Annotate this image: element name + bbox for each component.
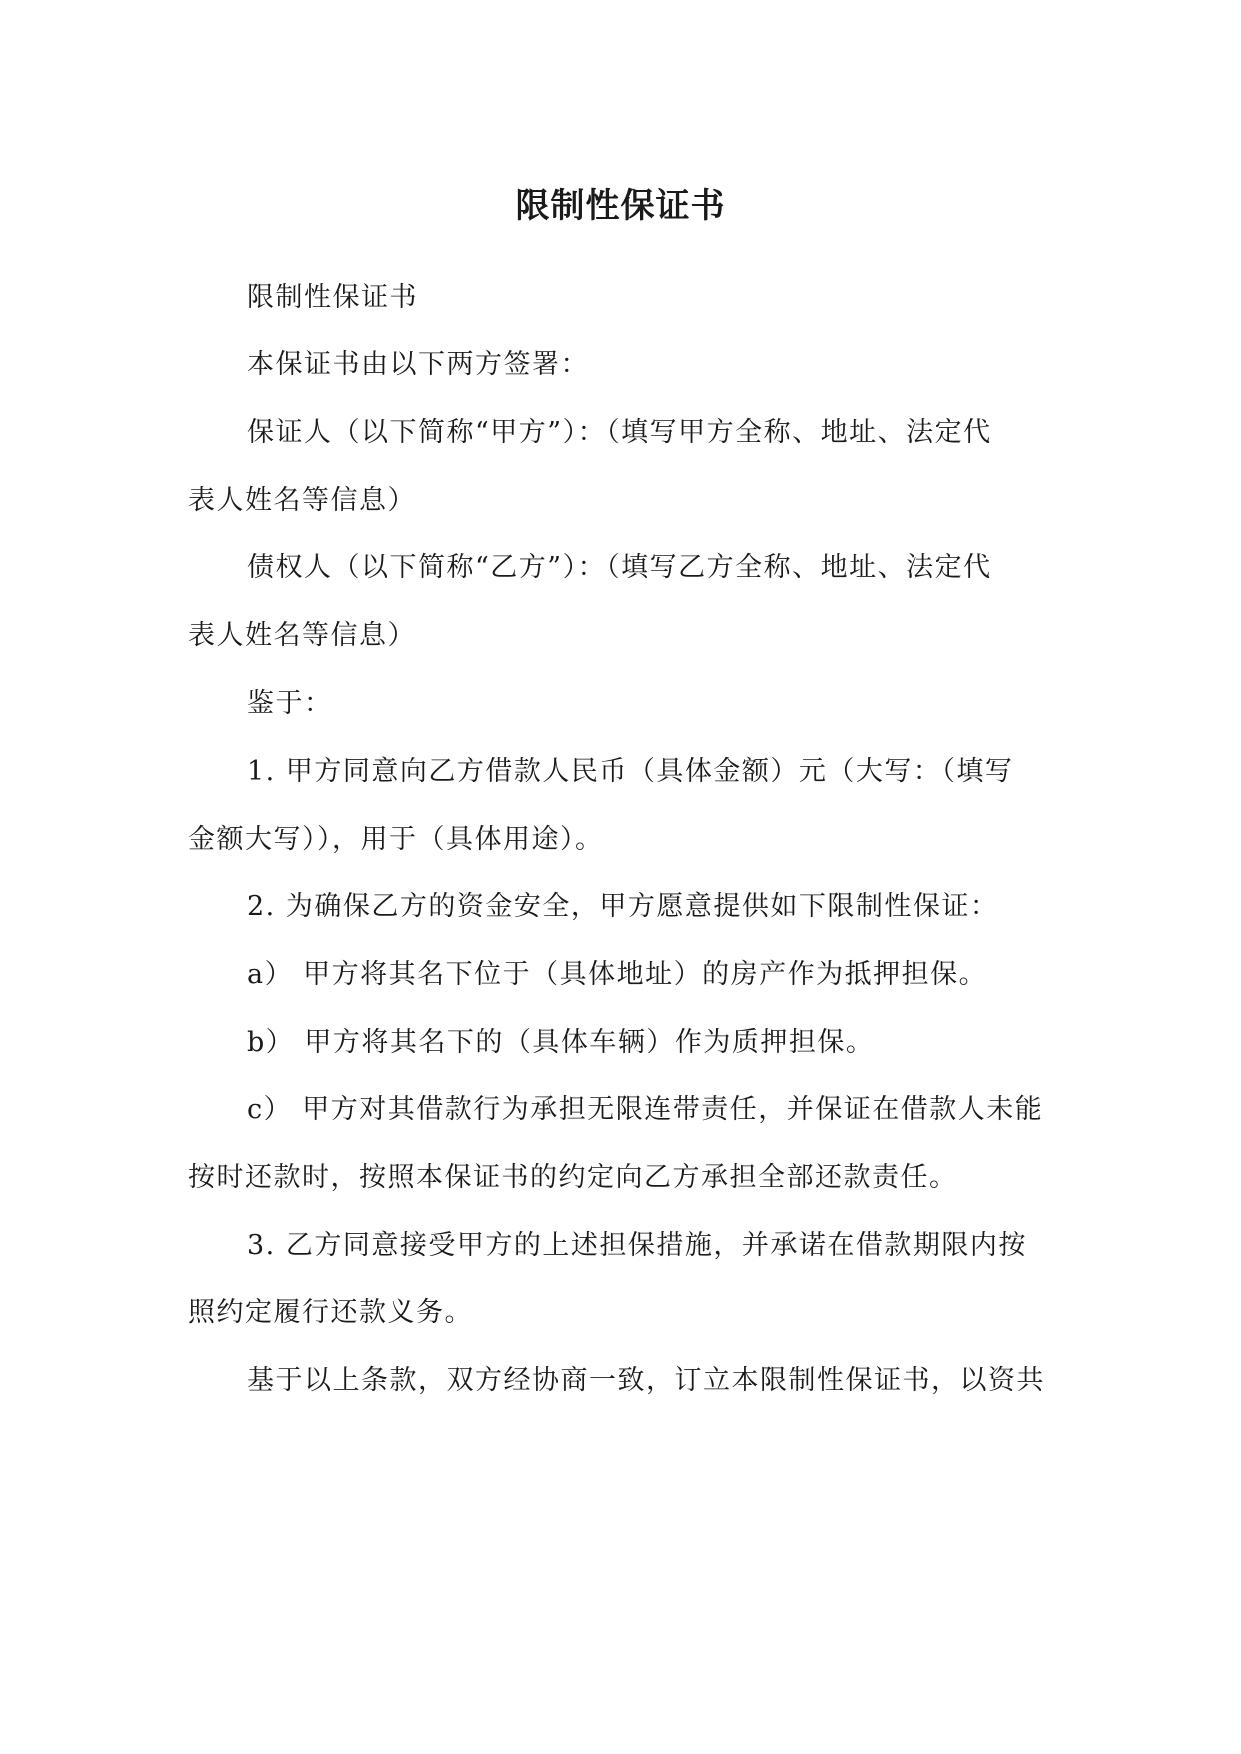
clause-3-line-2: 照约定履行还款义务。 (188, 1297, 473, 1328)
clause-2: 2. 为确保乙方的资金安全，甲方愿意提供如下限制性保证： (247, 891, 999, 922)
whereas-heading: 鉴于： (247, 688, 333, 719)
guarantor-line-2: 表人姓名等信息） (188, 485, 416, 516)
intro-paragraph: 本保证书由以下两方签署： (247, 349, 589, 380)
guarantor-line-1: 保证人（以下简称“甲方”）：（填写甲方全称、地址、法定代 (247, 417, 992, 448)
conclusion-paragraph: 基于以上条款，双方经协商一致，订立本限制性保证书，以资共 (247, 1365, 1045, 1396)
creditor-line-1: 债权人（以下简称“乙方”）：（填写乙方全称、地址、法定代 (247, 552, 992, 583)
clause-3-line-1: 3. 乙方同意接受甲方的上述担保措施，并承诺在借款期限内按 (247, 1230, 1027, 1261)
clause-1-line-1: 1. 甲方同意向乙方借款人民币（具体金额）元（大写：（填写 (247, 756, 1014, 787)
clause-2b: b） 甲方将其名下的（具体车辆）作为质押担保。 (247, 1027, 875, 1058)
document-title: 限制性保证书 (515, 186, 726, 226)
creditor-line-2: 表人姓名等信息） (188, 620, 416, 651)
clause-1-line-2: 金额大写）），用于（具体用途）。 (188, 824, 604, 855)
clause-2c-line-2: 按时还款时，按照本保证书的约定向乙方承担全部还款责任。 (188, 1162, 958, 1193)
clause-2a: a） 甲方将其名下位于（具体地址）的房产作为抵押担保。 (247, 959, 988, 990)
heading-paragraph: 限制性保证书 (247, 282, 418, 313)
clause-2c-line-1: c） 甲方对其借款行为承担无限连带责任，并保证在借款人未能 (247, 1094, 1044, 1125)
